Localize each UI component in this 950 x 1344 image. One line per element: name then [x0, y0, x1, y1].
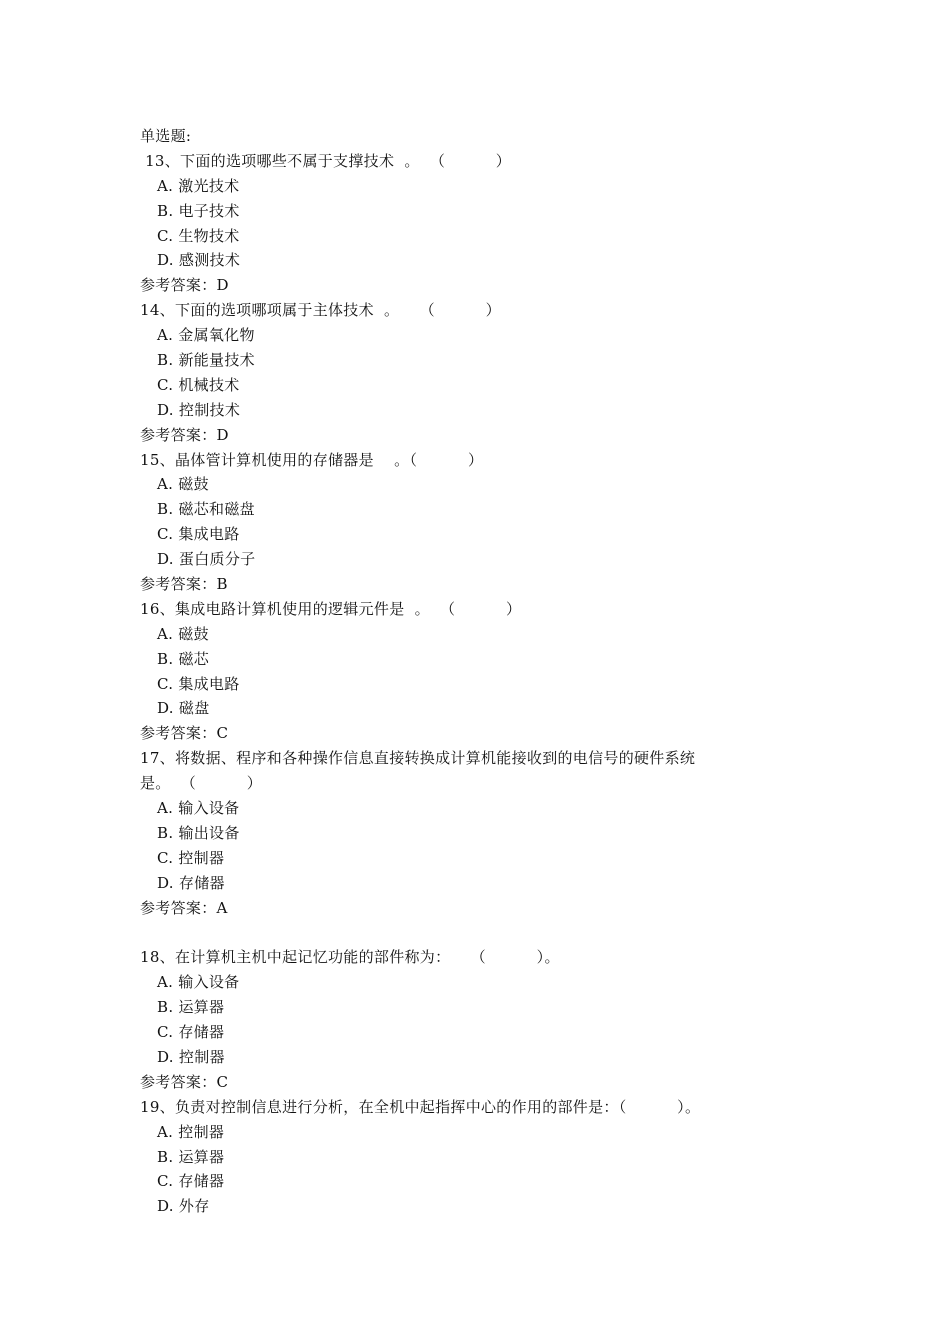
option-c: C. 集成电路	[157, 525, 240, 544]
option-a: A. 控制器	[157, 1122, 225, 1141]
option-d: D. 蛋白质分子	[157, 550, 256, 569]
option-b: B. 磁芯	[157, 649, 210, 668]
option-d: D. 感测技术	[157, 251, 241, 270]
option-d: D. 存储器	[157, 873, 225, 892]
option-b: B. 运算器	[157, 998, 225, 1017]
question-17	[140, 746, 780, 920]
option-c: C. 控制器	[157, 848, 225, 867]
option-b: B. 运算器	[157, 1147, 225, 1166]
question-text: 13、下面的选项哪些不属于支撑技术 。 （ ）	[140, 151, 512, 170]
option-a: A. 磁鼓	[157, 624, 209, 643]
answer-line: 参考答案：B	[140, 575, 228, 594]
option-b: B. 电子技术	[157, 201, 240, 220]
answer-line: 参考答案：A	[140, 898, 228, 917]
answer-line: 参考答案：C	[140, 1072, 229, 1091]
option-c: C. 机械技术	[157, 375, 240, 394]
option-c: C. 集成电路	[157, 674, 240, 693]
option-c: C. 存储器	[157, 1023, 225, 1042]
option-a: A. 输入设备	[157, 973, 240, 992]
option-d: D. 控制器	[157, 1047, 225, 1066]
question-15	[140, 448, 780, 597]
question-18	[140, 945, 780, 1094]
option-a: A. 磁鼓	[157, 475, 209, 494]
question-text: 16、集成电路计算机使用的逻辑元件是 。 （ ）	[140, 599, 522, 618]
question-13	[140, 149, 780, 298]
question-text: 14、下面的选项哪项属于主体技术 。 （ ）	[140, 301, 501, 320]
question-text: 18、在计算机主机中起记忆功能的部件称为： （ ）。	[140, 948, 560, 967]
question-text-continued: 是。 （ ）	[140, 774, 263, 793]
option-d: D. 控制技术	[157, 400, 241, 419]
option-a: A. 激光技术	[157, 176, 240, 195]
document-page	[140, 124, 780, 1219]
option-d: D. 磁盘	[157, 699, 210, 718]
option-b: B. 新能量技术	[157, 351, 255, 370]
option-c: C. 存储器	[157, 1172, 225, 1191]
option-a: A. 输入设备	[157, 799, 240, 818]
option-a: A. 金属氧化物	[157, 326, 255, 345]
question-text: 17、将数据、程序和各种操作信息直接转换成计算机能接收到的电信号的硬件系统	[140, 749, 696, 768]
question-14	[140, 298, 780, 447]
answer-line: 参考答案：D	[140, 276, 229, 295]
option-c: C. 生物技术	[157, 226, 240, 245]
question-text: 15、晶体管计算机使用的存储器是 。（ ）	[140, 450, 484, 469]
question-text: 19、负责对控制信息进行分析，在全机中起指挥中心的作用的部件是：（ ）。	[140, 1097, 701, 1116]
answer-line: 参考答案：D	[140, 425, 229, 444]
option-b: B. 磁芯和磁盘	[157, 500, 255, 519]
answer-line: 参考答案：C	[140, 724, 229, 743]
option-b: B. 输出设备	[157, 823, 240, 842]
question-16	[140, 597, 780, 746]
blank-line	[140, 921, 780, 946]
option-d: D. 外存	[157, 1197, 210, 1216]
section-title: 单选题:	[140, 127, 192, 145]
question-19	[140, 1095, 780, 1219]
